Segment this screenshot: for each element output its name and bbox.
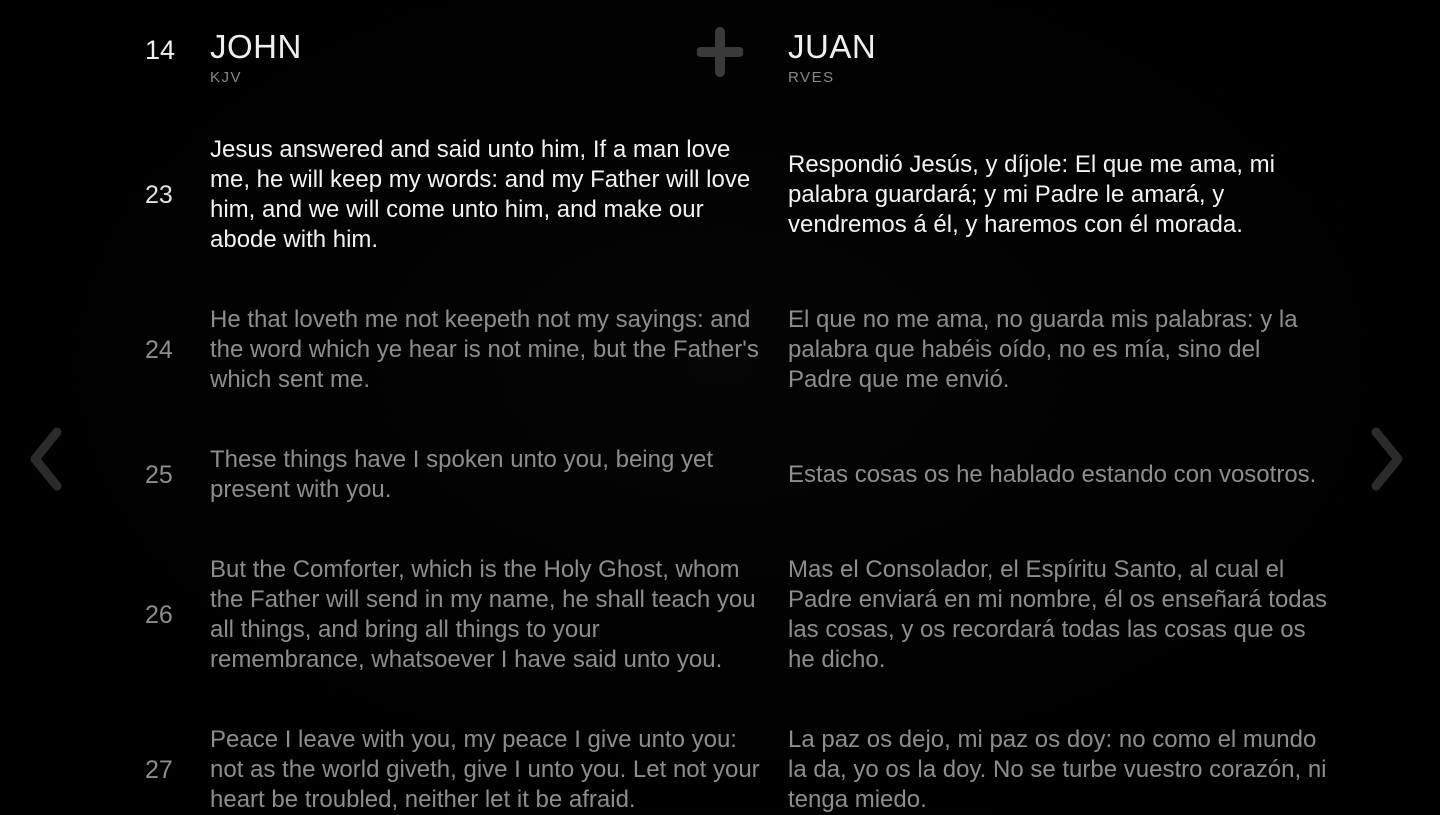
verse-text-left: But the Comforter, which is the Holy Ghost, whom the Father will send in my name, he shall teach you all things, and bring all things to your remembrance, whatsoever I have said unto you.: [210, 556, 756, 673]
chevron-right-icon: [1368, 426, 1406, 492]
verse-number: 26: [145, 600, 173, 629]
right-book-title: JUAN: [788, 28, 877, 65]
left-version-label: KJV: [210, 69, 243, 86]
right-version-label: RVES: [788, 69, 835, 86]
verse-text-left: Peace I leave with you, my peace I give unto you: not as the world giveth, give I unto you. Let not your heart be troubled, neither let it be afraid.: [210, 726, 760, 813]
previous-chapter-button[interactable]: [27, 424, 71, 494]
verse-row[interactable]: [0, 555, 1440, 675]
verse-text-left: Jesus answered and said unto him, If a man love me, he will keep my words: and my Father will love him, and we will come unto him, and make our abode with him.: [210, 136, 751, 253]
chevron-left-icon: [27, 426, 65, 492]
verse-text-right: Estas cosas os he hablado estando con vosotros.: [788, 461, 1317, 488]
verse-text-right: Mas el Consolador, el Espíritu Santo, al cual el Padre enviará en mi nombre, él os enseñará todas las cosas, y os recordará todas las cosas que os he dicho.: [788, 556, 1327, 673]
verse-row[interactable]: [0, 135, 1440, 255]
verse-row[interactable]: [0, 445, 1440, 505]
menu-button[interactable]: [27, 25, 78, 81]
plus-icon: [697, 26, 743, 78]
verse-text-right: La paz os dejo, mi paz os doy: no como el mundo la da, yo os la doy. No se turbe vuestro corazón, ni tenga miedo.: [788, 726, 1327, 813]
verse-number: 23: [145, 180, 173, 209]
add-translation-button[interactable]: [697, 26, 743, 78]
verse-number: 25: [145, 460, 173, 489]
verse-number: 27: [145, 755, 173, 784]
next-chapter-button[interactable]: [1368, 424, 1412, 494]
verse-text-right: Respondió Jesús, y díjole: El que me ama, mi palabra guardará; y mi Padre le amará, y vendremos á él, y haremos con él morada.: [788, 151, 1275, 238]
chapter-number[interactable]: 14: [145, 35, 176, 65]
verse-number: 24: [145, 335, 173, 364]
verse-text-left: These things have I spoken unto you, being yet present with you.: [210, 446, 714, 503]
verse-text-right: El que no me ama, no guarda mis palabras: y la palabra que habéis oído, no es mía, sino del Padre que me envió.: [788, 306, 1298, 393]
verse-list: [0, 135, 1440, 815]
verse-row[interactable]: [0, 305, 1440, 395]
right-translation-header[interactable]: [788, 30, 1328, 86]
verse-row[interactable]: [0, 725, 1440, 815]
left-translation-header[interactable]: [210, 30, 760, 86]
verse-text-left: He that loveth me not keepeth not my sayings: and the word which ye hear is not mine, but the Father's which sent me.: [210, 306, 759, 393]
left-book-title: JOHN: [210, 28, 302, 65]
